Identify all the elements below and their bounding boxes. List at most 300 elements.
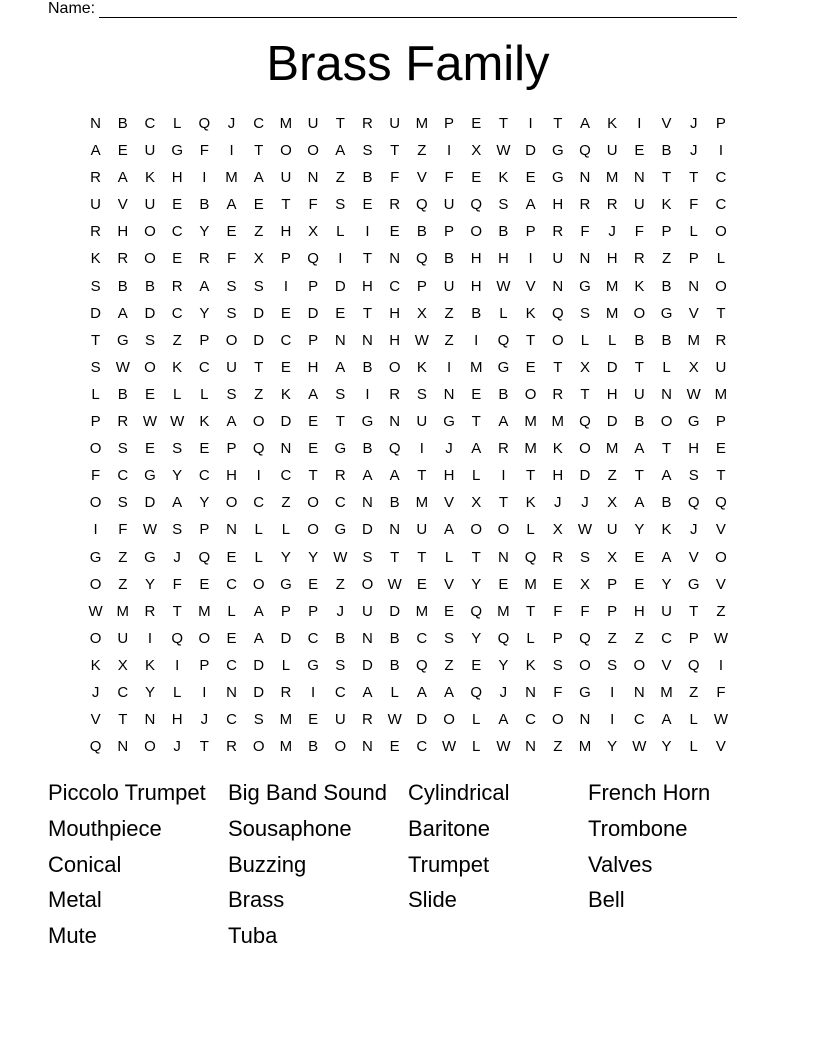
grid-letter[interactable]: A <box>525 196 536 214</box>
grid-letter[interactable]: J <box>554 494 562 512</box>
grid-letter[interactable]: N <box>226 683 237 701</box>
grid-letter[interactable]: T <box>634 467 644 485</box>
grid-letter[interactable]: P <box>308 331 319 349</box>
grid-letter[interactable]: F <box>553 602 563 620</box>
grid-letter[interactable]: A <box>416 683 427 701</box>
grid-letter[interactable]: Y <box>661 738 672 756</box>
grid-letter[interactable]: I <box>718 656 723 674</box>
grid-letter[interactable]: L <box>390 683 399 701</box>
grid-letter[interactable]: E <box>253 196 264 214</box>
grid-letter[interactable]: R <box>552 548 564 566</box>
grid-letter[interactable]: N <box>525 738 537 756</box>
grid-letter[interactable]: J <box>173 548 181 566</box>
grid-letter[interactable]: D <box>307 304 319 322</box>
grid-letter[interactable]: V <box>444 575 455 593</box>
grid-letter[interactable]: B <box>117 385 128 403</box>
grid-letter[interactable]: C <box>253 494 265 512</box>
grid-letter[interactable]: R <box>117 413 129 431</box>
grid-letter[interactable]: Q <box>416 250 428 268</box>
grid-letter[interactable]: G <box>551 169 564 187</box>
grid-letter[interactable]: X <box>579 358 590 376</box>
grid-letter[interactable]: I <box>528 250 533 268</box>
grid-letter[interactable]: T <box>199 738 209 756</box>
grid-letter[interactable]: E <box>498 575 509 593</box>
grid-letter[interactable]: T <box>390 142 400 160</box>
grid-letter[interactable]: O <box>470 223 483 241</box>
grid-letter[interactable]: L <box>227 602 236 620</box>
grid-letter[interactable]: P <box>308 277 319 295</box>
grid-letter[interactable]: A <box>253 169 264 187</box>
grid-letter[interactable]: V <box>688 548 699 566</box>
grid-letter[interactable]: C <box>661 629 672 647</box>
grid-letter[interactable]: P <box>280 250 291 268</box>
grid-letter[interactable]: D <box>253 683 265 701</box>
grid-letter[interactable]: T <box>91 331 101 349</box>
grid-letter[interactable]: C <box>226 575 237 593</box>
grid-letter[interactable]: Q <box>198 548 211 566</box>
grid-letter[interactable]: H <box>552 467 564 485</box>
grid-letter[interactable]: A <box>444 521 455 539</box>
grid-letter[interactable]: M <box>605 304 619 322</box>
grid-letter[interactable]: M <box>524 440 537 458</box>
grid-letter[interactable]: U <box>226 358 237 376</box>
grid-letter[interactable]: I <box>229 142 234 160</box>
grid-letter[interactable]: E <box>226 629 237 647</box>
grid-letter[interactable]: U <box>633 196 645 214</box>
grid-letter[interactable]: U <box>661 602 672 620</box>
grid-letter[interactable]: T <box>716 304 726 322</box>
grid-letter[interactable]: U <box>90 196 102 214</box>
grid-letter[interactable]: E <box>335 304 346 322</box>
grid-letter[interactable]: B <box>661 277 672 295</box>
grid-letter[interactable]: S <box>335 656 346 674</box>
grid-letter[interactable]: X <box>308 223 319 241</box>
grid-letter[interactable]: W <box>333 548 348 566</box>
grid-letter[interactable]: W <box>632 738 647 756</box>
grid-letter[interactable]: S <box>335 385 346 403</box>
grid-letter[interactable]: O <box>89 575 102 593</box>
grid-letter[interactable]: E <box>634 142 645 160</box>
grid-letter[interactable]: B <box>308 738 319 756</box>
grid-letter[interactable]: F <box>91 467 101 485</box>
grid-letter[interactable]: O <box>361 575 374 593</box>
grid-letter[interactable]: U <box>606 142 618 160</box>
grid-letter[interactable]: D <box>362 521 373 539</box>
grid-letter[interactable]: L <box>444 548 454 566</box>
grid-letter[interactable]: O <box>579 656 591 674</box>
grid-letter[interactable]: G <box>443 413 455 431</box>
grid-letter[interactable]: R <box>389 196 401 214</box>
grid-letter[interactable]: C <box>416 629 428 647</box>
grid-letter[interactable]: R <box>362 711 373 729</box>
grid-letter[interactable]: W <box>496 277 511 295</box>
grid-letter[interactable]: O <box>633 304 646 322</box>
grid-letter[interactable]: O <box>198 629 211 647</box>
grid-letter[interactable]: X <box>253 250 264 268</box>
grid-letter[interactable]: X <box>117 656 128 674</box>
grid-letter[interactable]: Q <box>388 440 401 458</box>
grid-letter[interactable]: L <box>336 223 345 241</box>
grid-letter[interactable]: N <box>579 711 591 729</box>
grid-letter[interactable]: Q <box>171 629 183 647</box>
grid-letter[interactable]: P <box>525 223 536 241</box>
grid-letter[interactable]: I <box>365 385 370 403</box>
grid-letter[interactable]: M <box>469 358 483 376</box>
grid-letter[interactable]: U <box>715 358 727 376</box>
grid-letter[interactable]: O <box>280 142 292 160</box>
grid-letter[interactable]: J <box>445 440 453 458</box>
grid-letter[interactable]: I <box>610 683 615 701</box>
grid-letter[interactable]: E <box>634 548 645 566</box>
grid-letter[interactable]: P <box>416 277 427 295</box>
grid-letter[interactable]: F <box>118 521 128 539</box>
grid-letter[interactable]: A <box>661 711 672 729</box>
grid-letter[interactable]: A <box>362 683 373 701</box>
grid-letter[interactable]: S <box>117 494 128 512</box>
grid-letter[interactable]: E <box>308 711 319 729</box>
grid-letter[interactable]: O <box>144 738 156 756</box>
grid-letter[interactable]: E <box>226 548 237 566</box>
grid-letter[interactable]: K <box>525 656 536 674</box>
grid-letter[interactable]: L <box>200 385 209 403</box>
grid-letter[interactable]: B <box>416 223 427 241</box>
grid-letter[interactable]: P <box>688 629 699 647</box>
grid-letter[interactable]: J <box>91 683 100 701</box>
grid-letter[interactable]: C <box>280 331 292 349</box>
grid-letter[interactable]: P <box>199 521 210 539</box>
grid-letter[interactable]: F <box>172 575 182 593</box>
grid-letter[interactable]: T <box>254 142 264 160</box>
grid-letter[interactable]: I <box>446 358 452 376</box>
grid-letter[interactable]: D <box>334 277 346 295</box>
grid-letter[interactable]: F <box>580 602 590 620</box>
grid-letter[interactable]: N <box>579 250 591 268</box>
grid-letter[interactable]: E <box>362 196 373 214</box>
grid-letter[interactable]: O <box>715 548 727 566</box>
grid-letter[interactable]: I <box>283 277 288 295</box>
grid-letter[interactable]: O <box>307 521 319 539</box>
grid-letter[interactable]: M <box>524 413 537 431</box>
grid-letter[interactable]: Y <box>308 548 319 566</box>
grid-letter[interactable]: L <box>526 629 535 647</box>
grid-letter[interactable]: H <box>117 223 129 241</box>
grid-letter[interactable]: H <box>362 277 373 295</box>
grid-letter[interactable]: E <box>280 304 291 322</box>
grid-letter[interactable]: W <box>115 358 130 376</box>
grid-letter[interactable]: M <box>497 602 510 620</box>
grid-letter[interactable]: M <box>116 602 130 620</box>
grid-letter[interactable]: Q <box>252 440 265 458</box>
grid-letter[interactable]: B <box>661 494 672 512</box>
grid-letter[interactable]: D <box>389 602 401 620</box>
grid-letter[interactable]: P <box>607 575 618 593</box>
grid-letter[interactable]: E <box>389 738 400 756</box>
grid-letter[interactable]: S <box>552 656 563 674</box>
grid-letter[interactable]: P <box>552 629 563 647</box>
grid-letter[interactable]: E <box>308 413 319 431</box>
grid-letter[interactable]: D <box>253 331 265 349</box>
grid-letter[interactable]: A <box>90 142 101 160</box>
grid-letter[interactable]: S <box>688 467 699 485</box>
grid-letter[interactable]: R <box>280 683 292 701</box>
grid-letter[interactable]: D <box>416 711 428 729</box>
grid-letter[interactable]: T <box>335 115 345 132</box>
grid-letter[interactable]: W <box>441 738 457 756</box>
grid-letter[interactable]: S <box>172 521 183 539</box>
grid-letter[interactable]: M <box>279 738 293 756</box>
grid-letter[interactable]: A <box>253 629 264 647</box>
grid-letter[interactable]: A <box>498 711 509 729</box>
grid-letter[interactable]: O <box>307 142 319 160</box>
grid-letter[interactable]: O <box>715 277 727 295</box>
grid-letter[interactable]: V <box>416 169 427 187</box>
grid-letter[interactable]: W <box>387 711 402 729</box>
grid-letter[interactable]: V <box>444 494 455 512</box>
grid-letter[interactable]: P <box>308 602 319 620</box>
grid-letter[interactable]: H <box>389 331 401 349</box>
grid-letter[interactable]: T <box>417 467 427 485</box>
grid-letter[interactable]: W <box>713 711 728 729</box>
grid-letter[interactable]: E <box>525 169 536 187</box>
grid-letter[interactable]: Z <box>444 656 454 674</box>
grid-letter[interactable]: T <box>308 467 318 485</box>
grid-letter[interactable]: D <box>144 494 156 512</box>
grid-letter[interactable]: K <box>144 169 155 187</box>
grid-letter[interactable]: I <box>528 115 533 132</box>
grid-letter[interactable]: J <box>227 115 236 132</box>
grid-letter[interactable]: M <box>578 738 592 756</box>
grid-letter[interactable]: H <box>171 711 183 729</box>
grid-letter[interactable]: A <box>226 413 237 431</box>
grid-letter[interactable]: S <box>90 358 101 376</box>
grid-letter[interactable]: B <box>362 358 373 376</box>
grid-letter[interactable]: R <box>198 250 210 268</box>
grid-letter[interactable]: Q <box>470 602 483 620</box>
grid-letter[interactable]: B <box>634 413 645 431</box>
grid-letter[interactable]: Y <box>172 467 183 485</box>
grid-letter[interactable]: A <box>117 304 128 322</box>
grid-letter[interactable]: C <box>253 115 265 132</box>
grid-letter[interactable]: E <box>552 575 563 593</box>
grid-letter[interactable]: A <box>661 548 672 566</box>
grid-letter[interactable]: T <box>553 115 563 132</box>
grid-letter[interactable]: J <box>689 115 698 132</box>
grid-letter[interactable]: X <box>552 521 563 539</box>
grid-letter[interactable]: G <box>116 331 129 349</box>
grid-letter[interactable]: Y <box>280 548 291 566</box>
grid-letter[interactable]: Z <box>335 575 345 593</box>
grid-letter[interactable]: Z <box>172 331 182 349</box>
grid-letter[interactable]: N <box>280 440 292 458</box>
grid-letter[interactable]: C <box>416 738 428 756</box>
grid-letter[interactable]: O <box>89 494 102 512</box>
grid-letter[interactable]: X <box>579 575 590 593</box>
grid-letter[interactable]: R <box>171 277 183 295</box>
grid-letter[interactable]: B <box>117 115 128 132</box>
grid-letter[interactable]: T <box>634 358 644 376</box>
grid-letter[interactable]: N <box>362 629 373 647</box>
grid-letter[interactable]: E <box>471 656 482 674</box>
grid-letter[interactable]: C <box>280 467 292 485</box>
grid-letter[interactable]: V <box>715 521 726 539</box>
grid-letter[interactable]: O <box>252 738 265 756</box>
grid-letter[interactable]: P <box>715 413 726 431</box>
grid-letter[interactable]: E <box>199 440 210 458</box>
grid-letter[interactable]: B <box>498 385 509 403</box>
grid-letter[interactable]: E <box>634 575 645 593</box>
grid-letter[interactable]: G <box>89 548 102 566</box>
grid-letter[interactable]: Z <box>417 142 427 160</box>
grid-letter[interactable]: O <box>89 629 102 647</box>
grid-letter[interactable]: D <box>253 656 265 674</box>
grid-letter[interactable]: R <box>389 385 401 403</box>
grid-letter[interactable]: E <box>199 575 210 593</box>
grid-letter[interactable]: Q <box>579 629 591 647</box>
grid-letter[interactable]: G <box>361 413 374 431</box>
grid-letter[interactable]: R <box>606 196 618 214</box>
grid-letter[interactable]: O <box>252 575 265 593</box>
grid-letter[interactable]: K <box>525 304 536 322</box>
grid-letter[interactable]: G <box>551 142 564 160</box>
grid-letter[interactable]: H <box>497 250 509 268</box>
grid-letter[interactable]: N <box>389 521 401 539</box>
grid-letter[interactable]: C <box>226 711 237 729</box>
grid-letter[interactable]: V <box>117 196 128 214</box>
grid-letter[interactable]: A <box>117 169 128 187</box>
grid-letter[interactable]: F <box>580 223 590 241</box>
grid-letter[interactable]: M <box>198 602 211 620</box>
grid-letter[interactable]: A <box>335 358 346 376</box>
grid-letter[interactable]: U <box>389 115 401 132</box>
grid-letter[interactable]: N <box>633 169 645 187</box>
grid-letter[interactable]: S <box>579 548 590 566</box>
grid-letter[interactable]: M <box>687 331 700 349</box>
grid-letter[interactable]: U <box>606 521 618 539</box>
grid-letter[interactable]: N <box>525 683 537 701</box>
grid-letter[interactable]: T <box>254 358 264 376</box>
grid-letter[interactable]: Y <box>144 683 155 701</box>
grid-letter[interactable]: I <box>338 250 343 268</box>
grid-letter[interactable]: Q <box>579 413 591 431</box>
grid-letter[interactable]: Q <box>307 250 319 268</box>
grid-letter[interactable]: B <box>335 629 346 647</box>
grid-letter[interactable]: I <box>365 223 370 241</box>
grid-letter[interactable]: U <box>552 250 564 268</box>
grid-letter[interactable]: B <box>389 656 400 674</box>
grid-letter[interactable]: K <box>416 358 427 376</box>
grid-letter[interactable]: I <box>610 711 615 729</box>
grid-letter[interactable]: X <box>607 548 618 566</box>
grid-letter[interactable]: W <box>142 413 158 431</box>
grid-letter[interactable]: Y <box>607 738 618 756</box>
grid-letter[interactable]: Q <box>524 548 537 566</box>
grid-letter[interactable]: P <box>688 250 699 268</box>
grid-letter[interactable]: Q <box>497 331 510 349</box>
grid-letter[interactable]: I <box>501 467 506 485</box>
grid-letter[interactable]: Z <box>661 250 672 268</box>
grid-letter[interactable]: S <box>144 331 155 349</box>
grid-letter[interactable]: W <box>713 629 728 647</box>
grid-letter[interactable]: R <box>552 385 564 403</box>
grid-letter[interactable]: O <box>551 331 564 349</box>
grid-letter[interactable]: D <box>90 304 102 322</box>
grid-letter[interactable]: J <box>608 223 616 241</box>
grid-letter[interactable]: S <box>498 196 509 214</box>
grid-letter[interactable]: M <box>605 277 619 295</box>
grid-letter[interactable]: O <box>470 521 483 539</box>
grid-letter[interactable]: R <box>715 331 727 349</box>
grid-letter[interactable]: L <box>172 115 182 132</box>
grid-letter[interactable]: E <box>117 142 128 160</box>
grid-letter[interactable]: P <box>90 413 101 431</box>
grid-letter[interactable]: E <box>280 358 291 376</box>
grid-letter[interactable]: K <box>90 656 101 674</box>
grid-letter[interactable]: J <box>200 711 209 729</box>
grid-letter[interactable]: M <box>279 115 293 132</box>
grid-letter[interactable]: L <box>689 711 698 729</box>
grid-letter[interactable]: N <box>389 413 401 431</box>
grid-letter[interactable]: C <box>633 711 645 729</box>
grid-letter[interactable]: T <box>362 304 373 322</box>
grid-letter[interactable]: Y <box>471 575 482 593</box>
grid-letter[interactable]: S <box>172 440 183 458</box>
grid-letter[interactable]: N <box>633 683 645 701</box>
grid-letter[interactable]: N <box>362 494 373 512</box>
grid-letter[interactable]: Q <box>687 494 700 512</box>
grid-letter[interactable]: M <box>415 115 429 132</box>
grid-letter[interactable]: B <box>661 331 672 349</box>
grid-letter[interactable]: C <box>334 494 346 512</box>
grid-letter[interactable]: A <box>471 440 482 458</box>
grid-letter[interactable]: Q <box>551 304 564 322</box>
grid-letter[interactable]: I <box>474 331 479 349</box>
grid-letter[interactable]: T <box>661 440 672 458</box>
grid-letter[interactable]: O <box>252 413 265 431</box>
grid-letter[interactable]: L <box>526 521 535 539</box>
grid-letter[interactable]: N <box>362 738 373 756</box>
grid-letter[interactable]: N <box>579 169 591 187</box>
grid-letter[interactable]: R <box>633 250 645 268</box>
grid-letter[interactable]: T <box>580 385 590 403</box>
grid-letter[interactable]: T <box>172 602 182 620</box>
grid-letter[interactable]: B <box>471 304 482 322</box>
grid-letter[interactable]: L <box>472 711 481 729</box>
grid-letter[interactable]: Z <box>118 575 128 593</box>
grid-letter[interactable]: R <box>362 115 373 132</box>
grid-letter[interactable]: S <box>226 385 237 403</box>
grid-letter[interactable]: B <box>389 494 400 512</box>
grid-letter[interactable]: D <box>144 304 156 322</box>
grid-letter[interactable]: U <box>633 385 645 403</box>
grid-letter[interactable]: T <box>471 413 481 431</box>
grid-letter[interactable]: H <box>688 440 700 458</box>
grid-letter[interactable]: G <box>579 277 591 295</box>
grid-letter[interactable]: W <box>142 521 158 539</box>
grid-letter[interactable]: Z <box>444 304 454 322</box>
grid-letter[interactable]: M <box>279 711 293 729</box>
grid-letter[interactable]: Y <box>634 521 645 539</box>
grid-letter[interactable]: U <box>443 277 455 295</box>
grid-letter[interactable]: J <box>689 142 698 160</box>
grid-letter[interactable]: W <box>387 575 402 593</box>
grid-letter[interactable]: Z <box>634 629 644 647</box>
grid-letter[interactable]: C <box>389 277 401 295</box>
grid-letter[interactable]: H <box>307 358 319 376</box>
grid-letter[interactable]: I <box>93 521 98 539</box>
grid-letter[interactable]: U <box>144 142 156 160</box>
grid-letter[interactable]: S <box>253 277 264 295</box>
grid-letter[interactable]: N <box>497 548 509 566</box>
